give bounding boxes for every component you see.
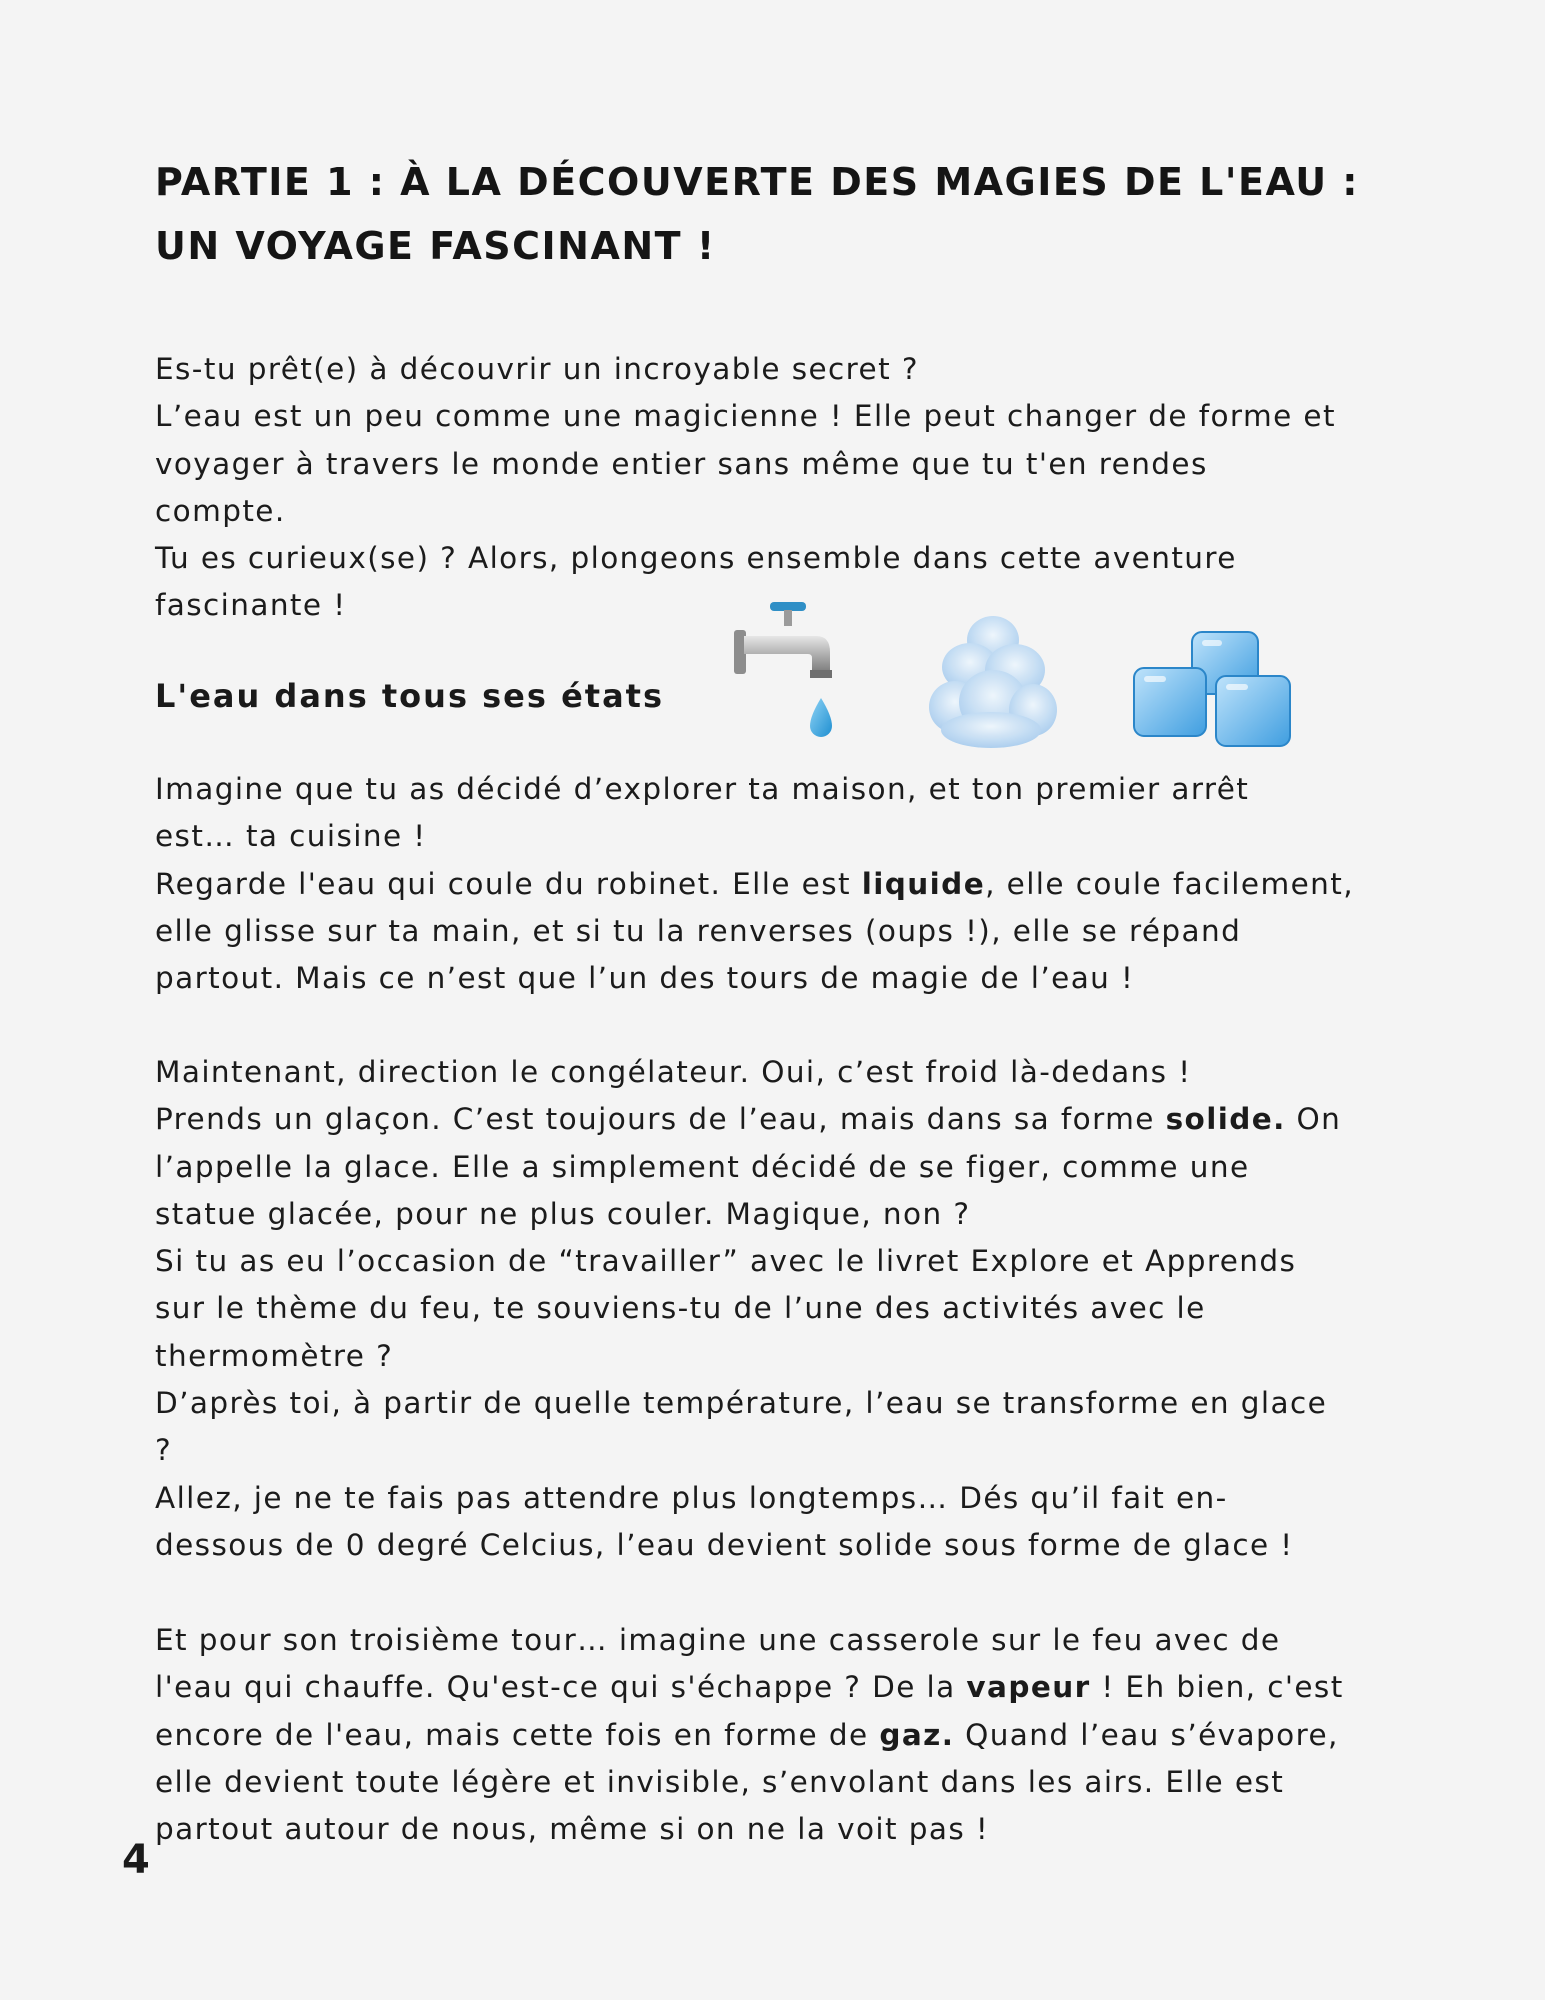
text-line: est… ta cuisine ! (155, 819, 427, 854)
text-line (155, 1096, 1405, 1143)
intro-paragraph (155, 346, 1405, 630)
keyword-liquide: liquide (861, 866, 986, 901)
page-title (155, 150, 1405, 278)
text-line: thermomètre ? (155, 1338, 394, 1373)
text-line: Maintenant, direction le congélateur. Oui, c’est froid là-dedans ! (155, 1055, 1192, 1089)
text-line (155, 861, 1405, 908)
title-line-1: PARTIE 1 : À LA DÉCOUVERTE DES MAGIES DE L'EAU : (155, 160, 1360, 204)
text-line: elle glisse sur ta main, et si tu la renverses (oups !), elle se répand (155, 913, 1242, 948)
text-line: l’appelle la glace. Elle a simplement décidé de se figer, comme une (155, 1149, 1250, 1184)
faucet-icon (730, 600, 860, 750)
keyword-vapeur: vapeur (966, 1670, 1091, 1705)
text-line: elle devient toute légère et invisible, s’envolant dans les airs. Elle est (155, 1764, 1285, 1799)
text-line: statue glacée, pour ne plus couler. Magique, non ? (155, 1196, 971, 1231)
text-line (155, 1712, 1405, 1759)
text-run: encore de l'eau, mais cette fois en forme de (155, 1717, 880, 1752)
text-line: fascinante ! (155, 588, 347, 623)
text-run: l'eau qui chauffe. Qu'est-ce qui s'échappe ? De la (155, 1670, 967, 1705)
text-run: Quand l’eau s’évapore, (954, 1717, 1339, 1752)
section-heading: L'eau dans tous ses états (155, 677, 664, 715)
keyword-solide: solide. (1165, 1102, 1286, 1137)
liquid-paragraph (155, 766, 1405, 1002)
text-run: On (1285, 1102, 1342, 1137)
text-line: Allez, je ne te fais pas attendre plus longtemps… Dés qu’il fait en- (155, 1480, 1228, 1515)
text-line (155, 1664, 1405, 1711)
text-line: partout. Mais ce n’est que l’un des tours de magie de l’eau ! (155, 961, 1135, 996)
text-line: D’après toi, à partir de quelle température, l’eau se transforme en glace (155, 1386, 1328, 1421)
gas-paragraph (155, 1617, 1405, 1853)
text-line: Imagine que tu as décidé d’explorer ta maison, et ton premier arrêt (155, 772, 1250, 806)
keyword-gaz: gaz. (879, 1717, 955, 1752)
text-line: partout autour de nous, même si on ne la voit pas ! (155, 1812, 990, 1847)
vapor-cloud-icon (925, 612, 1060, 752)
text-line: Et pour son troisième tour… imagine une casserole sur le feu avec de (155, 1623, 1281, 1657)
text-run: Prends un glaçon. C’est toujours de l’eau, mais dans sa forme (155, 1102, 1166, 1137)
title-line-2: UN VOYAGE FASCINANT ! (155, 224, 716, 268)
text-line: voyager à travers le monde entier sans même que tu t'en rendes (155, 446, 1208, 481)
text-line: L’eau est un peu comme une magicienne ! Elle peut changer de forme et (155, 399, 1336, 434)
text-run: , elle coule facilement, (985, 866, 1354, 901)
text-line: ? (155, 1433, 173, 1468)
page-number: 4 (122, 1837, 150, 1883)
text-run: Regarde l'eau qui coule du robinet. Elle est (155, 866, 862, 901)
text-run: ! Eh bien, c'est (1090, 1670, 1344, 1705)
text-line: Tu es curieux(se) ? Alors, plongeons ensemble dans cette aventure (155, 541, 1237, 576)
ice-cubes-icon (1130, 628, 1300, 753)
text-line: Si tu as eu l’occasion de “travailler” avec le livret Explore et Apprends (155, 1244, 1297, 1279)
text-line: compte. (155, 493, 286, 528)
solid-paragraph (155, 1049, 1405, 1569)
text-line: Es-tu prêt(e) à découvrir un incroyable secret ? (155, 352, 919, 386)
text-line: dessous de 0 degré Celcius, l’eau devient solide sous forme de glace ! (155, 1527, 1294, 1562)
text-line: sur le thème du feu, te souviens-tu de l’une des activités avec le (155, 1291, 1206, 1326)
